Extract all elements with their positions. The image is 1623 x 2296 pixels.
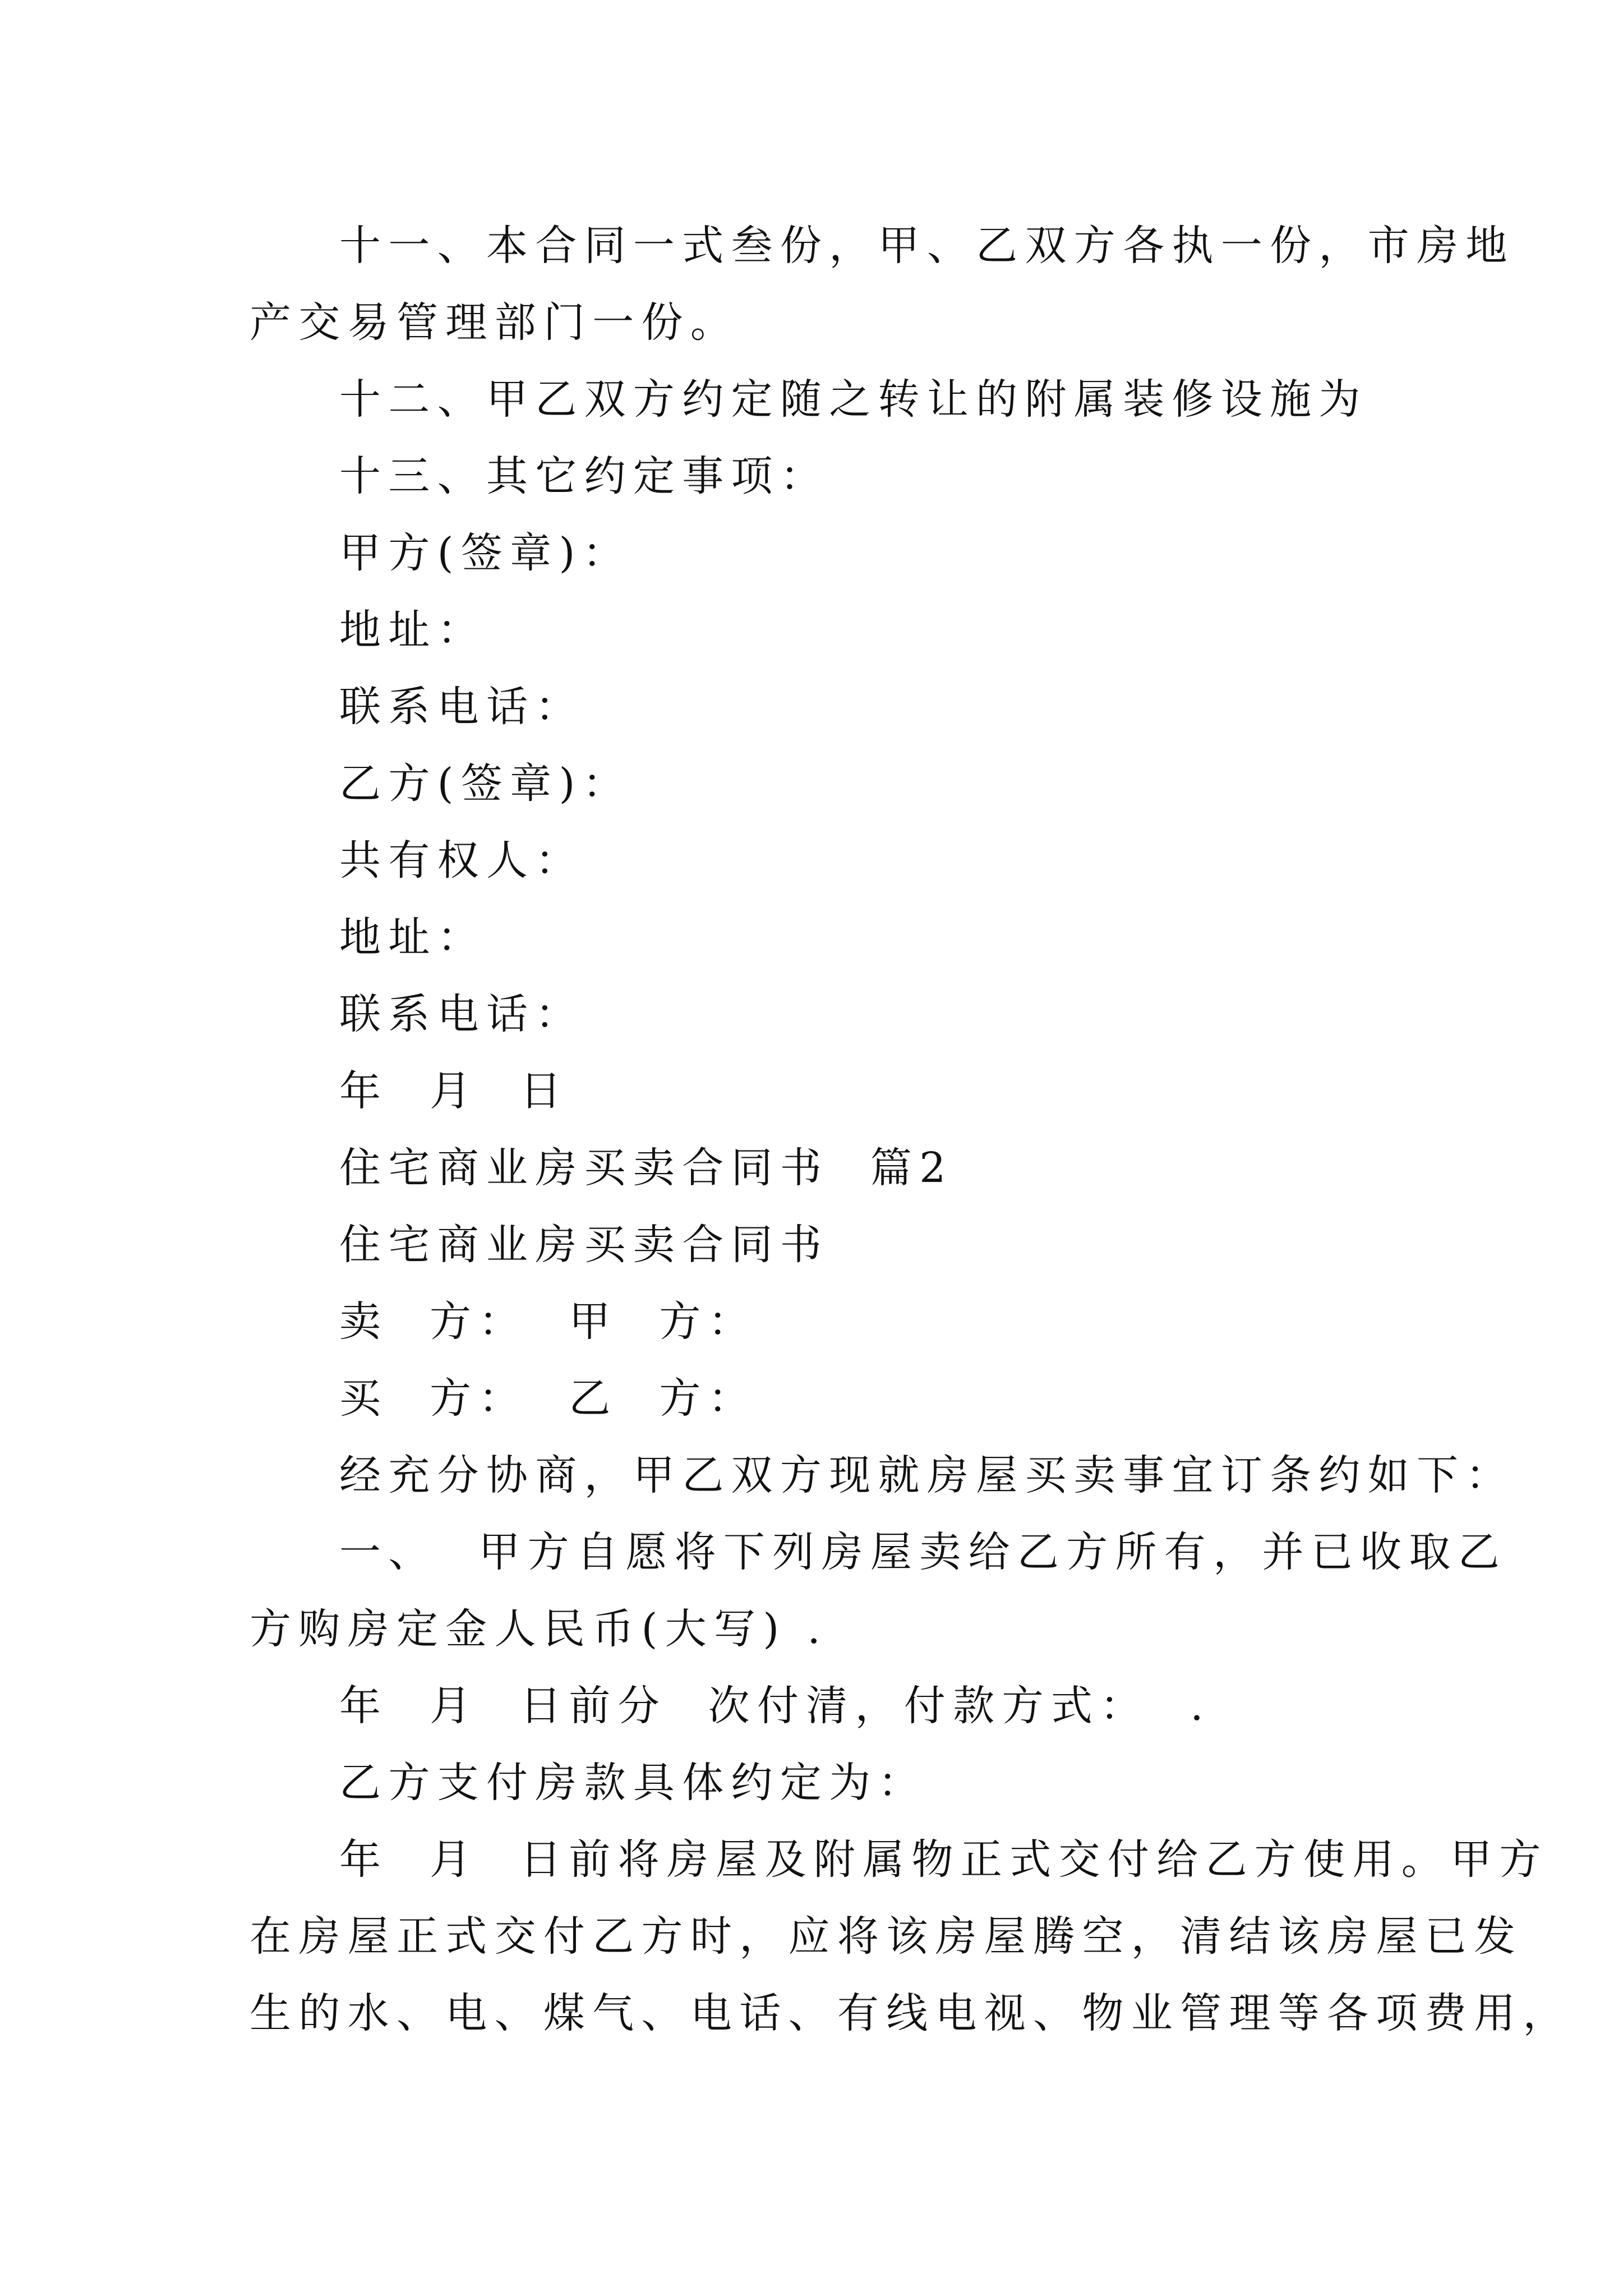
clause-12: 十二、甲乙双方约定随之转让的附属装修设施为	[339, 375, 1368, 424]
party-a-signature: 甲方(签章)：	[339, 529, 631, 577]
clause-11-line-1: 十一、本合同一式叁份，甲、乙双方各执一份，市房地	[339, 222, 1515, 270]
clause-13: 十三、其它约定事项：	[339, 452, 829, 500]
article-1-line-1: 一、 甲方自愿将下列房屋卖给乙方所有，并已收取乙	[339, 1528, 1507, 1576]
party-b-phone: 联系电话：	[339, 990, 584, 1038]
buyer-line: 买 方： 乙 方：	[339, 1374, 757, 1423]
party-b-signature: 乙方(签章)：	[339, 760, 631, 808]
preamble: 经充分协商，甲乙双方现就房屋买卖事宜订条约如下：	[339, 1451, 1515, 1499]
co-owner: 共有权人：	[339, 836, 584, 885]
signing-date: 年 月 日	[339, 1067, 569, 1115]
contract-title: 住宅商业房买卖合同书	[339, 1221, 829, 1269]
party-a-address: 地址：	[339, 606, 486, 654]
payment-terms: 年 月 日前分 次付清，付款方式： .	[339, 1682, 1211, 1730]
clause-11-line-2: 产交易管理部门一份。	[250, 298, 740, 347]
party-a-phone: 联系电话：	[339, 683, 584, 731]
article-1-line-2: 方购房定金人民币(大写) .	[250, 1605, 828, 1653]
section-heading: 住宅商业房买卖合同书 篇2	[339, 1144, 953, 1192]
payment-details: 乙方支付房款具体约定为：	[339, 1759, 927, 1807]
delivery-line-1: 年 月 日前将房屋及附属物正式交付给乙方使用。甲方	[339, 1835, 1548, 1884]
seller-line: 卖 方： 甲 方：	[339, 1297, 757, 1346]
delivery-line-2: 在房屋正式交付乙方时，应将该房屋腾空，清结该房屋已发	[250, 1912, 1523, 1961]
delivery-line-3: 生的水、电、煤气、电话、有线电视、物业管理等各项费用，	[250, 1989, 1572, 2037]
party-b-address: 地址：	[339, 913, 486, 961]
document-body	[250, 208, 1572, 2052]
